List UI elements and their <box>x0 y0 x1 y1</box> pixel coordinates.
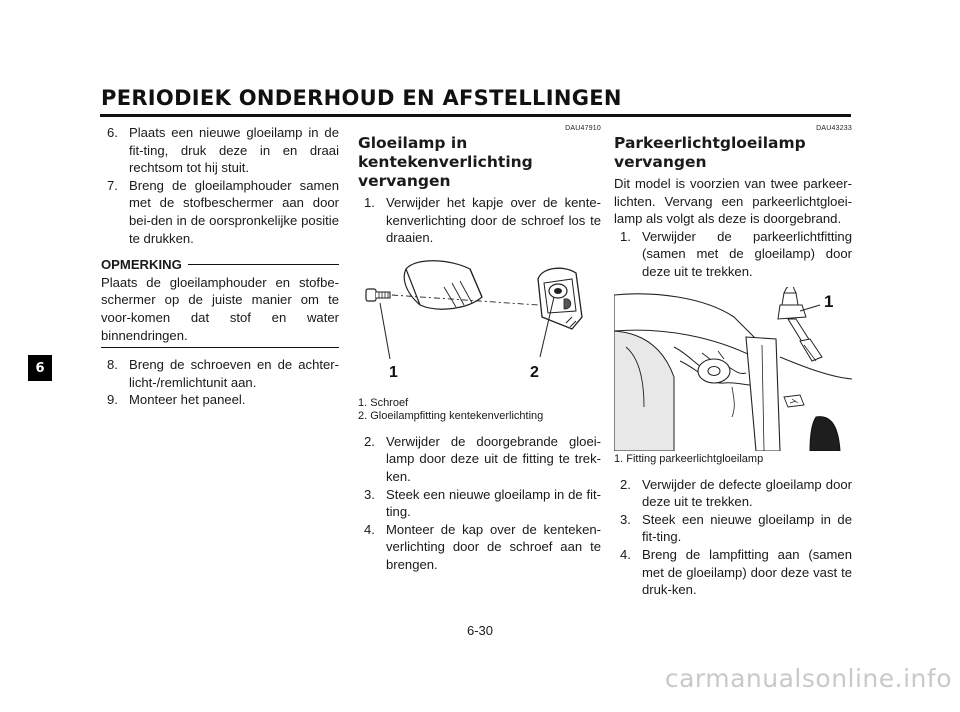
step-item <box>614 476 852 511</box>
step-text: Verwijder het kapje over de kente-kenverlichting door de schroef los te draaien. <box>386 195 601 246</box>
figure-label-2: 2 <box>530 363 539 381</box>
page-number: 6-30 <box>466 623 494 638</box>
step-number: 8. <box>107 357 118 373</box>
step-number: 3. <box>364 486 375 502</box>
intro-paragraph: Dit model is voorzien van twee parkeer-lichten. Vervang een parkeerlichtgloei-lamp als volgt als deze is doorgebrand. <box>614 176 852 227</box>
section-code: DAU43233 <box>816 125 852 132</box>
step-text: Monteer het paneel. <box>129 392 246 408</box>
figure-caption: 1. Schroef <box>358 396 409 409</box>
license-light-figure <box>358 247 601 397</box>
step-number: 4. <box>364 521 375 537</box>
note-rule <box>188 264 339 265</box>
license-light-illustration <box>358 247 601 397</box>
column-1 <box>101 124 339 409</box>
step-text: Verwijder de doorgebrande gloei-lamp door deze uit de fitting te trek-ken. <box>386 433 601 484</box>
section-title: Parkeerlichtgloeilamp vervangen <box>614 134 806 171</box>
header-rule <box>100 114 851 117</box>
step-item <box>101 391 339 409</box>
parking-light-illustration <box>614 287 852 451</box>
step-text: Steek een nieuwe gloeilamp in de fit-ting. <box>386 486 601 520</box>
watermark: carmanualsonline.info <box>664 664 952 693</box>
note-end-rule <box>101 347 339 348</box>
step-item <box>614 511 852 546</box>
step-number: 1. <box>364 195 375 210</box>
step-text: Monteer de kap over de kenteken-verlichting door de schroef aan te brengen. <box>386 521 601 572</box>
step-item <box>614 546 852 599</box>
step-number: 9. <box>107 392 118 408</box>
step-item <box>358 486 601 521</box>
step-item <box>614 228 852 281</box>
step-number: 6. <box>107 125 118 140</box>
step-text: Breng de schroeven en de achter-licht-/remlichtunit aan. <box>129 357 339 390</box>
step-text: Verwijder de parkeerlichtfitting (samen met de gloeilamp) door deze uit te trekken. <box>642 228 852 279</box>
step-text: Breng de lampfitting aan (samen met de gloeilamp) door deze vast te druk-ken. <box>642 546 852 598</box>
parking-light-figure <box>614 287 852 451</box>
step-text: Breng de gloeilamphouder samen met de stofbeschermer aan door bei-den in de oorspronkelijke positie te drukken. <box>129 177 339 246</box>
step-item <box>358 194 601 247</box>
section-title: Gloeilamp in kentekenverlichting vervangen <box>358 134 533 190</box>
step-item <box>101 177 339 247</box>
note-heading <box>101 256 339 274</box>
parking-bulb-fitting-icon <box>778 287 822 361</box>
step-item <box>358 433 601 486</box>
column-3 <box>614 124 852 599</box>
note-label: OPMERKING <box>101 257 182 273</box>
figure-label-1: 1 <box>389 363 398 381</box>
chapter-tab: 6 <box>28 355 52 381</box>
step-number: 7. <box>107 177 118 193</box>
step-text: Steek een nieuwe gloeilamp in de fit-ting. <box>642 511 852 545</box>
column-2 <box>358 124 601 574</box>
step-number: 4. <box>620 546 631 562</box>
step-text: Plaats een nieuwe gloeilamp in de fit-ting, druk deze in en draai rechtsom tot hij stuit. <box>129 125 339 176</box>
step-number: 2. <box>620 476 631 492</box>
step-item <box>101 356 339 391</box>
section-code: DAU47910 <box>565 125 601 132</box>
figure-label-1: 1 <box>824 291 834 311</box>
figure-caption: 2. Gloeilampfitting kentekenverlichting <box>358 409 544 422</box>
step-number: 1. <box>620 228 631 244</box>
step-number: 3. <box>620 511 631 527</box>
screw-icon <box>366 289 390 301</box>
figure-caption: 1. Fitting parkeerlichtgloeilamp <box>614 452 764 465</box>
page-header-title: PERIODIEK ONDERHOUD EN AFSTELLINGEN <box>101 86 622 110</box>
note-text: Plaats de gloeilamphouder en stofbe-schermer op de juiste manier om te voor-komen dat stof en water binnendringen. <box>101 274 339 343</box>
bulb-fitting-icon <box>538 268 582 329</box>
step-text: Verwijder de defecte gloeilamp door deze uit te trekken. <box>642 476 852 510</box>
step-item <box>358 521 601 574</box>
step-item <box>101 124 339 177</box>
step-number: 2. <box>364 433 375 449</box>
